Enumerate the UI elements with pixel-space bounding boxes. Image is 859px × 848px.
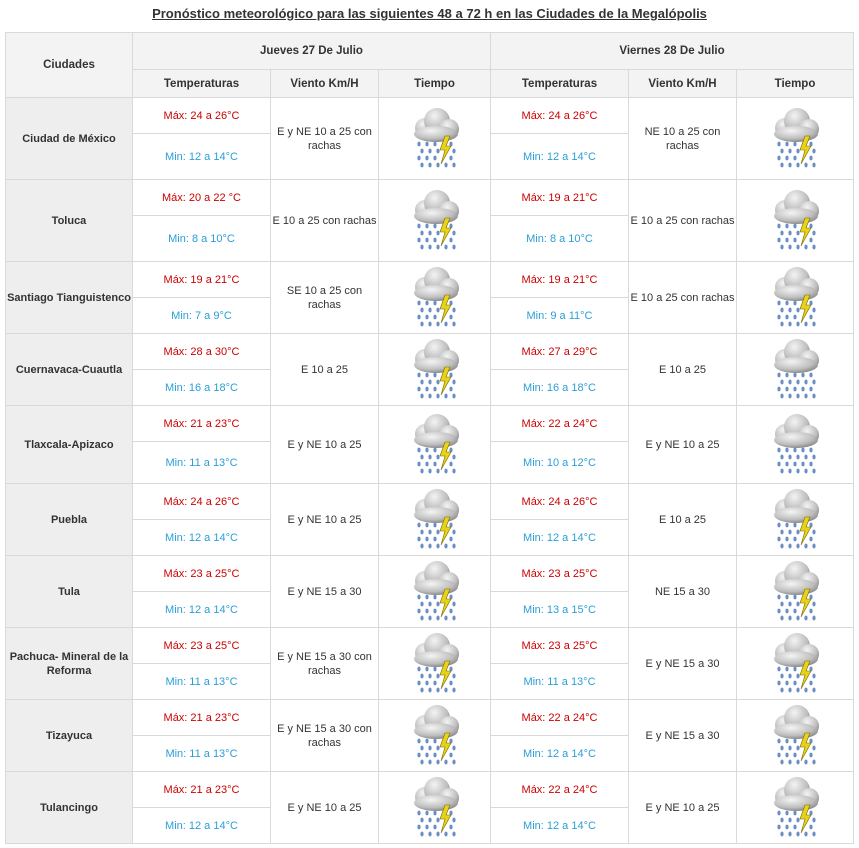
header-temperaturas: Temperaturas <box>133 70 271 98</box>
city-name: Cuernavaca-Cuautla <box>6 334 133 406</box>
max-temperature: Máx: 21 a 23°C <box>133 406 271 442</box>
city-name: Tizayuca <box>6 700 133 772</box>
max-temperature: Máx: 23 a 25°C <box>133 556 271 592</box>
storm-rain-icon <box>379 334 491 406</box>
min-temperature: Min: 12 a 14°C <box>491 736 629 772</box>
wind: E y NE 10 a 25 <box>271 484 379 556</box>
forecast-table <box>5 32 854 844</box>
max-temperature: Máx: 19 a 21°C <box>491 262 629 298</box>
city-name: Toluca <box>6 180 133 262</box>
storm-rain-icon <box>379 556 491 628</box>
min-temperature: Min: 9 a 11°C <box>491 298 629 334</box>
max-temperature: Máx: 22 a 24°C <box>491 700 629 736</box>
max-temperature: Máx: 19 a 21°C <box>133 262 271 298</box>
storm-rain-icon <box>737 180 854 262</box>
storm-rain-icon <box>379 484 491 556</box>
table-row <box>6 772 854 808</box>
city-name: Pachuca- Mineral de la Reforma <box>6 628 133 700</box>
city-name: Tulancingo <box>6 772 133 844</box>
wind: E y NE 10 a 25 <box>271 406 379 484</box>
max-temperature: Máx: 19 a 21°C <box>491 180 629 216</box>
wind: NE 10 a 25 con rachas <box>629 98 737 180</box>
table-row <box>6 180 854 216</box>
storm-rain-icon <box>379 406 491 484</box>
storm-rain-icon <box>379 262 491 334</box>
storm-rain-icon <box>737 628 854 700</box>
min-temperature: Min: 12 a 14°C <box>133 592 271 628</box>
min-temperature: Min: 12 a 14°C <box>491 134 629 180</box>
wind: NE 15 a 30 <box>629 556 737 628</box>
wind: E 10 a 25 <box>629 334 737 406</box>
max-temperature: Máx: 23 a 25°C <box>133 628 271 664</box>
min-temperature: Min: 12 a 14°C <box>491 808 629 844</box>
storm-rain-icon <box>737 556 854 628</box>
wind: E 10 a 25 <box>271 334 379 406</box>
wind: E y NE 10 a 25 <box>629 406 737 484</box>
header-day1: Jueves 27 De Julio <box>133 33 491 70</box>
max-temperature: Máx: 24 a 26°C <box>133 484 271 520</box>
wind: E y NE 15 a 30 <box>629 700 737 772</box>
min-temperature: Min: 11 a 13°C <box>133 736 271 772</box>
storm-rain-icon <box>379 700 491 772</box>
rain-icon <box>737 406 854 484</box>
storm-rain-icon <box>379 180 491 262</box>
table-row <box>6 406 854 442</box>
storm-rain-icon <box>737 262 854 334</box>
city-name: Ciudad de México <box>6 98 133 180</box>
min-temperature: Min: 16 a 18°C <box>133 370 271 406</box>
max-temperature: Máx: 24 a 26°C <box>491 484 629 520</box>
min-temperature: Min: 8 a 10°C <box>133 216 271 262</box>
max-temperature: Máx: 28 a 30°C <box>133 334 271 370</box>
header-viento: Viento Km/H <box>629 70 737 98</box>
wind: E 10 a 25 con rachas <box>271 180 379 262</box>
wind: E 10 a 25 con rachas <box>629 262 737 334</box>
max-temperature: Máx: 23 a 25°C <box>491 628 629 664</box>
wind: E 10 a 25 con rachas <box>629 180 737 262</box>
wind: E y NE 10 a 25 <box>629 772 737 844</box>
storm-rain-icon <box>737 484 854 556</box>
max-temperature: Máx: 20 a 22 °C <box>133 180 271 216</box>
min-temperature: Min: 13 a 15°C <box>491 592 629 628</box>
forecast-body <box>6 98 854 844</box>
table-row <box>6 484 854 520</box>
wind: E y NE 15 a 30 <box>271 556 379 628</box>
city-name: Santiago Tianguistenco <box>6 262 133 334</box>
header-temperaturas: Temperaturas <box>491 70 629 98</box>
table-row <box>6 98 854 134</box>
min-temperature: Min: 11 a 13°C <box>133 664 271 700</box>
city-name: Tula <box>6 556 133 628</box>
wind: E 10 a 25 <box>629 484 737 556</box>
min-temperature: Min: 12 a 14°C <box>491 520 629 556</box>
header-day2: Viernes 28 De Julio <box>491 33 854 70</box>
wind: E y NE 10 a 25 con rachas <box>271 98 379 180</box>
max-temperature: Máx: 21 a 23°C <box>133 700 271 736</box>
table-row <box>6 556 854 592</box>
table-row <box>6 700 854 736</box>
table-row <box>6 334 854 370</box>
wind: E y NE 15 a 30 con rachas <box>271 628 379 700</box>
max-temperature: Máx: 22 a 24°C <box>491 772 629 808</box>
min-temperature: Min: 11 a 13°C <box>133 442 271 484</box>
min-temperature: Min: 16 a 18°C <box>491 370 629 406</box>
max-temperature: Máx: 23 a 25°C <box>491 556 629 592</box>
header-tiempo: Tiempo <box>737 70 854 98</box>
min-temperature: Min: 12 a 14°C <box>133 134 271 180</box>
min-temperature: Min: 12 a 14°C <box>133 808 271 844</box>
min-temperature: Min: 12 a 14°C <box>133 520 271 556</box>
storm-rain-icon <box>379 628 491 700</box>
wind: E y NE 10 a 25 <box>271 772 379 844</box>
wind: E y NE 15 a 30 <box>629 628 737 700</box>
wind: SE 10 a 25 con rachas <box>271 262 379 334</box>
max-temperature: Máx: 22 a 24°C <box>491 406 629 442</box>
min-temperature: Min: 7 a 9°C <box>133 298 271 334</box>
min-temperature: Min: 11 a 13°C <box>491 664 629 700</box>
header-tiempo: Tiempo <box>379 70 491 98</box>
storm-rain-icon <box>737 772 854 844</box>
min-temperature: Min: 10 a 12°C <box>491 442 629 484</box>
max-temperature: Máx: 27 a 29°C <box>491 334 629 370</box>
header-ciudades: Ciudades <box>6 33 133 98</box>
rain-icon <box>737 334 854 406</box>
max-temperature: Máx: 24 a 26°C <box>491 98 629 134</box>
header-viento: Viento Km/H <box>271 70 379 98</box>
city-name: Puebla <box>6 484 133 556</box>
page-title: Pronóstico meteorológico para las siguientes 48 a 72 h en las Ciudades de la Megalópolis <box>152 6 707 21</box>
min-temperature: Min: 8 a 10°C <box>491 216 629 262</box>
storm-rain-icon <box>737 98 854 180</box>
table-row <box>6 262 854 298</box>
table-row <box>6 628 854 664</box>
storm-rain-icon <box>379 772 491 844</box>
wind: E y NE 15 a 30 con rachas <box>271 700 379 772</box>
storm-rain-icon <box>379 98 491 180</box>
max-temperature: Máx: 24 a 26°C <box>133 98 271 134</box>
max-temperature: Máx: 21 a 23°C <box>133 772 271 808</box>
storm-rain-icon <box>737 700 854 772</box>
city-name: Tlaxcala-Apizaco <box>6 406 133 484</box>
